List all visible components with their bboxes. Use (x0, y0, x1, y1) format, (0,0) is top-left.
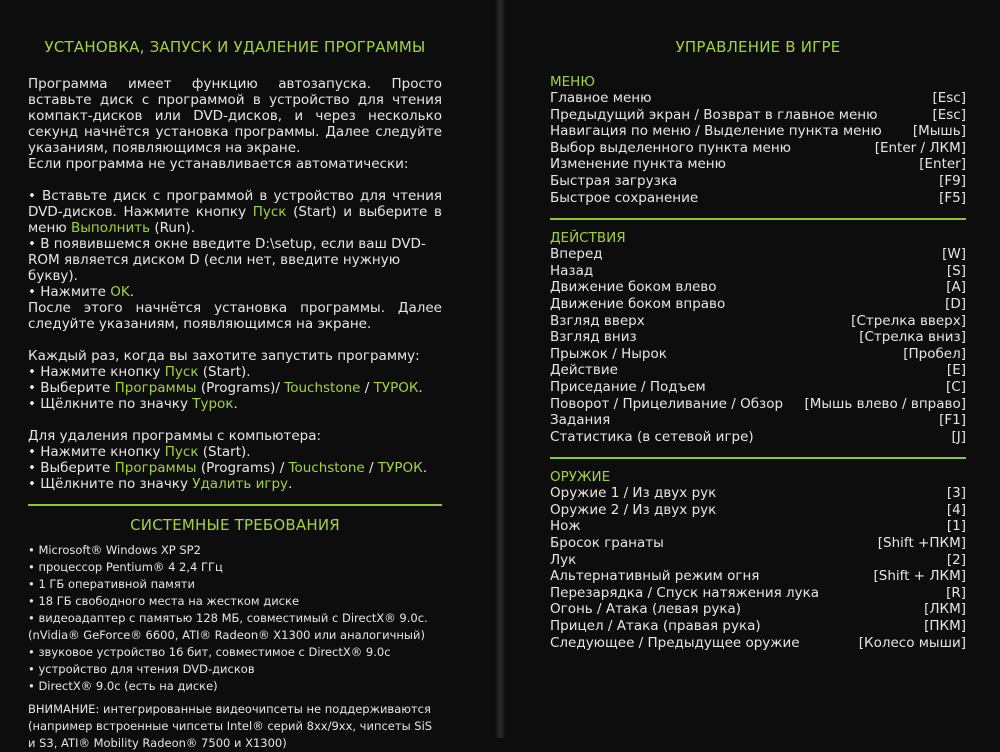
install-title: УСТАНОВКА, ЗАПУСК И УДАЛЕНИЕ ПРОГРАММЫ (44, 38, 426, 56)
run-highlight: Выполнить (70, 220, 151, 236)
start-highlight: Пуск (252, 204, 287, 220)
launch-step-2: • Выберите Программы (Programs)/ Touchstone / ТУРОК. (28, 380, 423, 396)
control-row: Приседание / Подъем [C] (550, 378, 966, 395)
control-row: Быстрая загрузка [F9] (550, 172, 966, 189)
sysreq-item: • видеоадаптер с памятью 128 МБ, совместимый с DirectX® 9.0c. (28, 611, 428, 625)
install-after: После этого начнётся установка программы. Далее следуйте указаниям, появляющимся на экране. (28, 300, 442, 332)
control-row: Бросок гранаты [Shift +ПКМ] (550, 535, 966, 552)
sysreq-item: (nVidia® GeForce® 6600, ATI® Radeon® X1300 или аналогичный) (28, 628, 425, 642)
sysreq-item: • звуковое устройство 16 бит, совместимое с DirectX® 9.0c (28, 645, 391, 659)
sysreq-note: ВНИМАНИЕ: интегрированные видеочипсеты не поддерживаются (например встроенные чипсеты Intel® серий 8xx/9xx, чипсеты SiS и S3, ATI® Mobility Radeon® 7500 и X1300) (28, 702, 433, 750)
launch-step-3: • Щёлкните по значку Турок. (28, 396, 238, 412)
manual-install-lead: Если программа не устанавливается автоматически: (28, 156, 409, 172)
sysreq-title: СИСТЕМНЫЕ ТРЕБОВАНИЯ (130, 516, 340, 534)
install-step-3: • Нажмите OK. (28, 284, 135, 300)
ok-highlight: OK (110, 284, 130, 300)
control-row: Нож [1] (550, 518, 966, 535)
sysreq-item: • Microsoft® Windows XP SP2 (28, 543, 201, 557)
uninstall-lead: Для удаления программы с компьютера: (28, 428, 322, 444)
sysreq-item: • процессор Pentium® 4 2,4 ГГц (28, 560, 223, 574)
control-row: Быстрое сохранение [F5] (550, 189, 966, 206)
control-row: Назад [S] (550, 262, 966, 279)
control-row: Движение боком влево [A] (550, 279, 966, 296)
control-row: Действие [E] (550, 362, 966, 379)
uninstall-step-1: • Нажмите кнопку Пуск (Start). (28, 444, 251, 460)
control-row: Следующее / Предыдущее оружие [Колесо мыши] (550, 634, 966, 651)
control-row: Задания [F1] (550, 412, 966, 429)
control-row: Альтернативный режим огня [Shift + ЛКМ] (550, 568, 966, 585)
control-row: Выбор выделенного пункта меню [Enter / ЛКМ] (550, 139, 966, 156)
section-actions-title: ДЕЙСТВИЯ (550, 230, 626, 247)
install-intro: Программа имеет функцию автозапуска. Просто вставьте диск с программой в устройство для чтения компакт-дисков или DVD-дисков, и через несколько секунд начнётся установка программы. Далее следуйте указаниям, появляющимся на экране. (28, 76, 442, 156)
install-step-1: • Вставьте диск с программой в устройство для чтения DVD-дисков. Нажмите кнопку Пуск (Start) и выберите в меню Выполнить (Run). (28, 188, 442, 236)
control-row: Главное меню [Esc] (550, 90, 966, 106)
install-step-2: • В появившемся окне введите D:\setup, если ваш DVD-ROM является диском D (если нет, введите нужную букву). (28, 236, 426, 284)
uninstall-step-2: • Выберите Программы (Programs) / Touchstone / ТУРОК. (28, 460, 427, 476)
control-row: Навигация по меню / Выделение пункта меню [Мышь] (550, 123, 966, 140)
control-row: Перезарядка / Спуск натяжения лука [R] (550, 584, 966, 601)
sysreq-item: • устройство для чтения DVD-дисков (28, 662, 255, 676)
uninstall-step-3: • Щёлкните по значку Удалить игру. (28, 476, 293, 492)
right-page (550, 38, 966, 651)
section-weapons (550, 485, 966, 651)
control-row: Прыжок / Нырок [Пробел] (550, 345, 966, 362)
section-menu-title: МЕНЮ (550, 74, 595, 90)
control-row: Статистика (в сетевой игре) [J] (550, 428, 966, 445)
control-row: Изменение пункта меню [Enter] (550, 156, 966, 173)
sysreq-item: • 1 ГБ оперативной памяти (28, 577, 195, 591)
control-row: Поворот / Прицеливание / Обзор [Мышь влево / вправо] (550, 395, 966, 412)
sysreq-item: • 18 ГБ свободного места на жестком диске (28, 594, 300, 608)
controls-title: УПРАВЛЕНИЕ В ИГРЕ (675, 38, 841, 56)
launch-lead: Каждый раз, когда вы захотите запустить программу: (28, 348, 420, 364)
control-row: Взгляд вниз [Стрелка вниз] (550, 329, 966, 346)
left-page (28, 38, 442, 752)
sysreq-item: • DirectX® 9.0c (есть на диске) (28, 679, 218, 693)
launch-step-1: • Нажмите кнопку Пуск (Start). (28, 364, 251, 380)
control-row: Взгляд вверх [Стрелка вверх] (550, 312, 966, 329)
section-menu (550, 90, 966, 206)
control-row: Вперед [W] (550, 246, 966, 263)
control-row: Предыдущий экран / Возврат в главное меню [Esc] (550, 106, 966, 123)
control-row: Огонь / Атака (левая рука) [ЛКМ] (550, 601, 966, 618)
control-row: Прицел / Атака (правая рука) [ПКМ] (550, 618, 966, 635)
control-row: Оружие 2 / Из двух рук [4] (550, 501, 966, 518)
page-fold (494, 0, 506, 738)
control-row: Лук [2] (550, 551, 966, 568)
control-row: Оружие 1 / Из двух рук [3] (550, 485, 966, 502)
section-actions (550, 246, 966, 445)
section-weapons-title: ОРУЖИЕ (550, 469, 611, 486)
sysreq-list (28, 542, 442, 695)
control-row: Движение боком вправо [D] (550, 295, 966, 312)
